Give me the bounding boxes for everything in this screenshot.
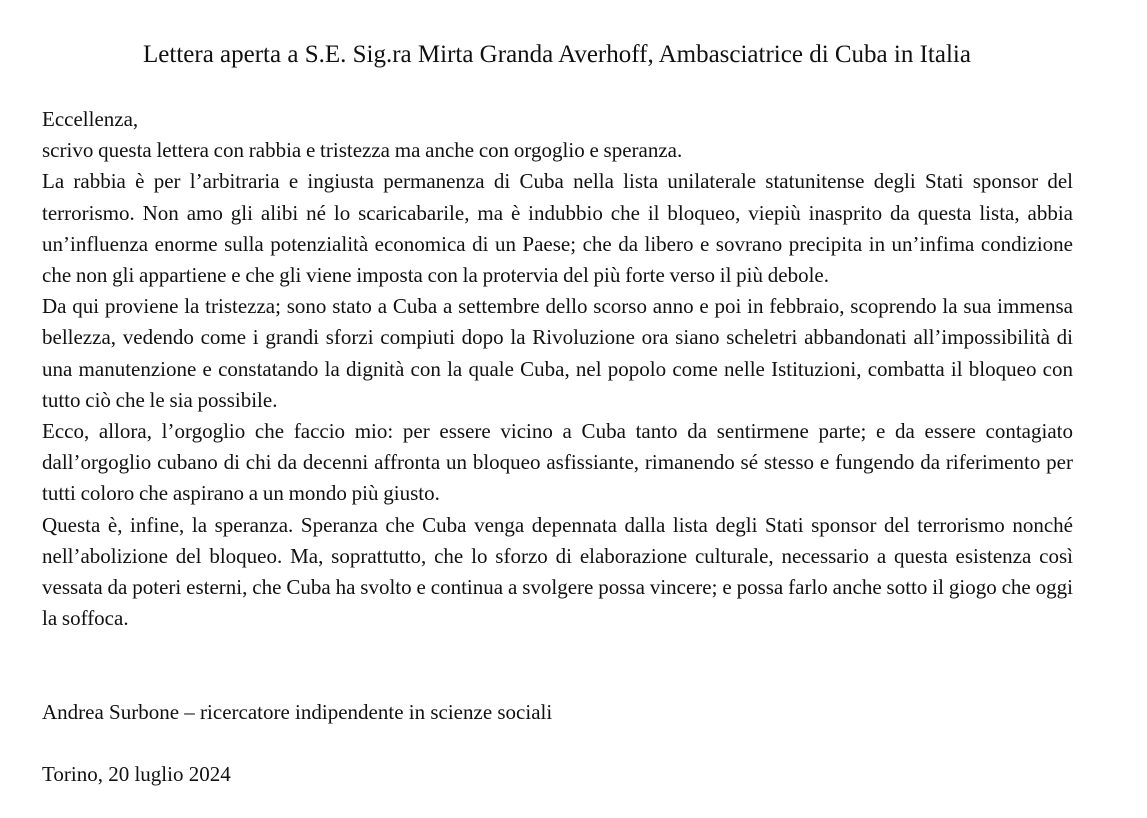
paragraph-intro: scrivo questa lettera con rabbia e tristezza ma anche con orgoglio e speranza. bbox=[42, 138, 683, 163]
paragraph-rabbia: La rabbia è per l’arbitraria e ingiusta permanenza di Cuba nella lista unilaterale statunitense degli Stati sponsor del terrorismo. Non amo gli alibi né lo scaricabarile, ma è indubbio che il bloqueo, viepiù inasprito da questa lista, abbia un’influenza enorme sulla potenzialità economica di un Paese; che da libero e sovrano precipita in un’infima condizione che non gli appartiene e che gli viene imposta con la protervia del più forte verso il più debole. bbox=[42, 169, 1073, 288]
salutation: Eccellenza, bbox=[42, 107, 139, 131]
letter-title: Lettera aperta a S.E. Sig.ra Mirta Granda Averhoff, Ambasciatrice di Cuba in Italia bbox=[143, 41, 971, 68]
paragraph-orgoglio: Ecco, allora, l’orgoglio che faccio mio: per essere vicino a Cuba tanto da sentirmene parte; e da essere contagiato dall’orgoglio cubano di chi da decenni affronta un bloqueo asfissiante, rimanendo sé stesso e fungendo da riferimento per tutti coloro che aspirano a un mondo più giusto. bbox=[42, 419, 1073, 506]
signature: Andrea Surbone – ricercatore indipendente in scienze sociali bbox=[42, 700, 553, 724]
letter-body bbox=[42, 104, 1073, 634]
paragraph-tristezza: Da qui proviene la tristezza; sono stato a Cuba a settembre dello scorso anno e poi in febbraio, scoprendo la sua immensa bellezza, vedendo come i grandi sforzi compiuti dopo la Rivoluzione ora siano scheletri abbandonati all’impossibilità di una manutenzione e constatando la dignità con la quale Cuba, nel popolo come nelle Istituzioni, combatta il bloqueo con tutto ciò che le sia possibile. bbox=[42, 294, 1073, 412]
paragraph-speranza: Questa è, infine, la speranza. Speranza che Cuba venga depennata dalla lista degli Stati sponsor del terrorismo nonché nell’abolizione del bloqueo. Ma, soprattutto, che lo sforzo di elaborazione culturale, necessario a questa esistenza così vessata da poteri esterni, che Cuba ha svolto e continua a svolgere possa vincere; e possa farlo anche sotto il giogo che oggi la soffoca. bbox=[42, 512, 1073, 631]
place-date: Torino, 20 luglio 2024 bbox=[42, 762, 231, 786]
